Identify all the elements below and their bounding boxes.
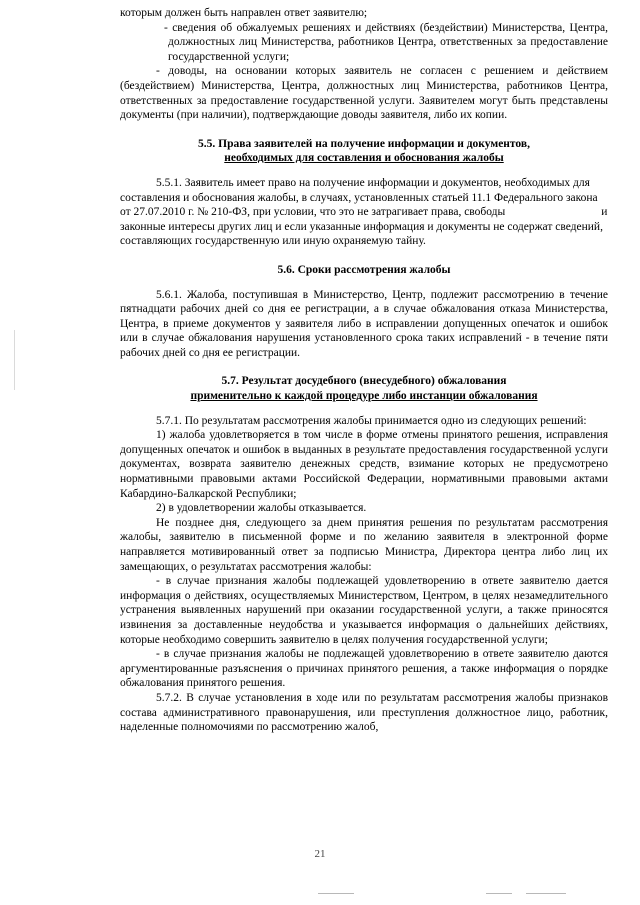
section-5-5-heading-line1: 5.5. Права заявителей на получение информации и документов, <box>198 137 530 150</box>
paragraph-5-7-1: 5.7.1. По результатам рассмотрения жалобы принимается одно из следующих решений: <box>156 414 587 427</box>
scan-bottom-mark-2 <box>486 893 512 894</box>
paragraph-5-7-2: 5.7.2. В случае установления в ходе или по результатам рассмотрения жалобы признаков состава административного правонарушения, или преступления должностное лицо, работник, наделенные полномочиями по рассмотрению жалоб, <box>120 691 608 734</box>
paragraph-5-7-1-satisfied: - в случае признания жалобы подлежащей удовлетворению в ответе заявителю дается информация о действиях, осуществляемых Министерством, Центром, в целях незамедлительного устранения выявленных нарушений при оказании государственной услуги, а также приносятся извинения за доставленные неудобства и указывается информация о дальнейших действиях, которые необходимо совершить заявителю в целях получения государственной услуги; <box>120 575 608 646</box>
paragraph-top-1: которым должен быть направлен ответ заявителю; <box>120 7 368 19</box>
paragraph-5-7-1-response: Не позднее дня, следующего за днем принятия решения по результатам рассмотрения жалобы, заявителю в письменной форме и по желанию заявителя в электронной форме направляется мотивированный ответ за подписью Министра, Директора центра либо лиц их замещающих, о результатах рассмотрения жалобы: <box>120 516 608 573</box>
scan-bottom-mark-3 <box>526 893 566 894</box>
section-5-7-heading <box>120 374 608 403</box>
paragraph-5-7-1-item-1: 1) жалоба удовлетворяется в том числе в форме отмены принятого решения, исправления допущенных опечаток и ошибок в выданных в результате предоставления государственной услуги документах, возврата заявителю денежных средств, взимание которых не предусмотрено нормативными правовыми актами Российской Федерации, нормативными правовыми актами Кабардино-Балкарской Республики; <box>120 429 608 500</box>
scan-edge-mark <box>14 330 15 390</box>
section-5-7-heading-line1: 5.7. Результат досудебного (внесудебного) обжалования <box>221 375 507 388</box>
paragraph-top-3: - доводы, на основании которых заявитель не согласен с решением и действием (бездействием) Министерства, Центра, должностных лиц Министерства, работников Центра, ответственных за предоставление государственной услуги. Заявителем могут быть представлены документы (при наличии), подтверждающие доводы заявителя, либо их копии. <box>120 65 608 122</box>
section-5-6-heading: 5.6. Сроки рассмотрения жалобы <box>277 263 451 276</box>
document-page <box>120 6 608 735</box>
page-number: 21 <box>314 848 326 860</box>
paragraph-5-5-1 <box>120 176 608 249</box>
paragraph-5-7-1-rejected: - в случае признания жалобы не подлежащей удовлетворению в ответе заявителю даются аргументированные разъяснения о причинах принятого решения, а также информация о порядке обжалования принятого решения. <box>120 648 608 690</box>
scan-bottom-mark-1 <box>318 893 354 894</box>
paragraph-top-2: - сведения об обжалуемых решениях и действиях (бездействии) Министерства, Центра, должностных лиц Министерства, работников Центра, ответственных за предоставление государственной услуги; <box>164 21 608 63</box>
paragraph-5-7-1-item-2: 2) в удовлетворении жалобы отказывается. <box>156 502 367 515</box>
paragraph-5-5-1-part-b: и законные интересы других лиц и если указанные информация и документы не содержат сведений, составляющих государственную или иную охраняемую тайну. <box>120 206 608 248</box>
paragraph-5-5-1-part-a: 5.5.1. Заявитель имеет право на получение информации и документов, необходимых для составления и обоснования жалобы, в случаях, установленных статьей 11.1 Федерального закона от 27.07.2010 г. № 210-ФЗ, при условии, что это не затрагивает права, свободы <box>120 176 598 219</box>
paragraph-5-6-1: 5.6.1. Жалоба, поступившая в Министерство, Центр, подлежит рассмотрению в течение пятнадцати рабочих дней со дня ее регистрации, а в случае обжалования отказа Министерства, Центра, в приеме документов у заявителя либо в исправлении допущенных опечаток и ошибок или в случае обжалования нарушения установленного срока таких исправлений - в течение пяти рабочих дней со дня ее регистрации. <box>120 288 608 359</box>
section-5-5-heading-line2: необходимых для составления и обоснования жалобы <box>224 152 504 165</box>
section-5-7-heading-line2: применительно к каждой процедуре либо инстанции обжалования <box>190 390 538 403</box>
section-5-5-heading <box>120 137 608 166</box>
